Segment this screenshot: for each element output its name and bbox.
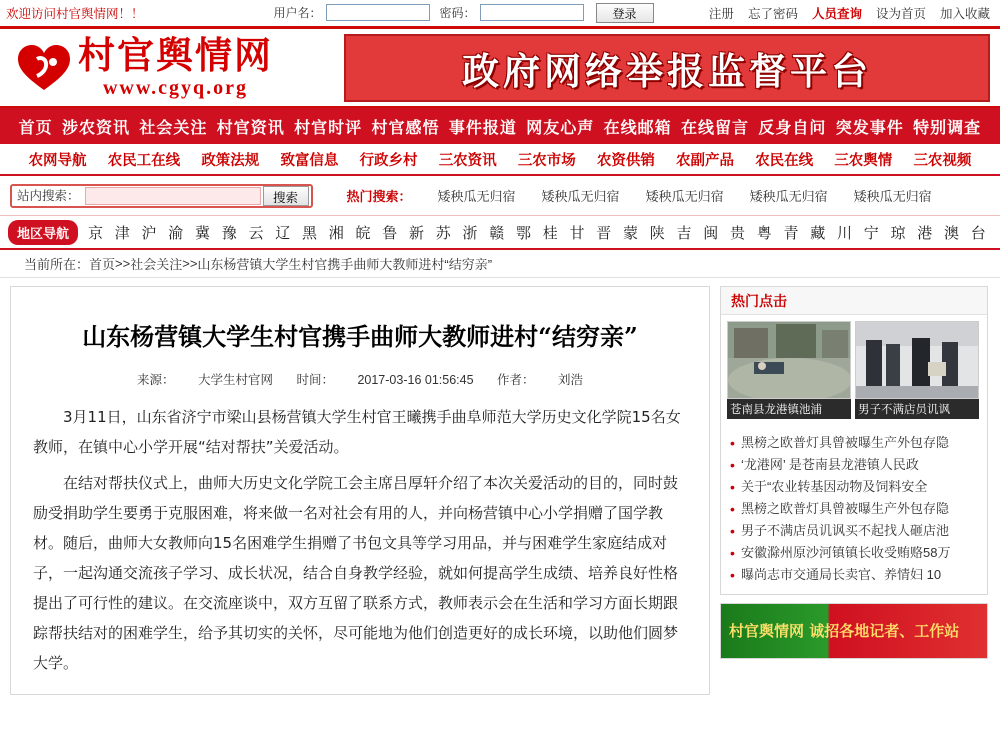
- region-item[interactable]: 浙: [462, 224, 478, 242]
- nav-item-netizen-voice[interactable]: 网友心声: [526, 117, 595, 137]
- subnav-item-agri-guide[interactable]: 农网导航: [28, 152, 87, 169]
- search-box: [10, 184, 313, 208]
- hot-link[interactable]: 关于“农业转基因动物及饲料安全: [741, 479, 928, 494]
- set-homepage-link[interactable]: 设为首页: [875, 6, 926, 21]
- breadcrumb-item-home[interactable]: 首页: [89, 257, 116, 272]
- welcome-text: 欢迎访问村官舆情网！！: [6, 6, 144, 21]
- thumbnail-caption: 男子不满店员讥讽: [855, 399, 979, 419]
- hot-link[interactable]: 黑榜之欧普灯具曾被曝生产外包存隐: [741, 435, 950, 450]
- hot-click-header: [721, 287, 987, 315]
- register-link[interactable]: 注册: [708, 6, 734, 21]
- search-button[interactable]: 搜索: [263, 186, 309, 206]
- nav-item-breaking-events[interactable]: 突发事件: [835, 117, 904, 137]
- nav-item-event-report[interactable]: 事件报道: [448, 117, 517, 137]
- region-item[interactable]: 黑: [302, 224, 318, 242]
- top-utility-bar: [0, 0, 1000, 26]
- secondary-nav: [0, 144, 1000, 176]
- region-item[interactable]: 藏: [810, 224, 826, 242]
- search-input[interactable]: [85, 187, 261, 205]
- region-item[interactable]: 晋: [596, 224, 612, 242]
- region-item[interactable]: 吉: [676, 224, 692, 242]
- password-label: 密码：: [439, 6, 476, 20]
- region-item[interactable]: 台: [970, 224, 986, 242]
- password-input[interactable]: [480, 4, 584, 21]
- hot-search-label: 热门搜索：: [346, 189, 412, 204]
- region-item[interactable]: 京: [88, 224, 104, 242]
- article-meta: [33, 370, 687, 388]
- banner-slogan-box: [344, 34, 990, 102]
- nav-item-online-message[interactable]: 在线留言: [681, 117, 750, 137]
- region-item[interactable]: 贵: [730, 224, 746, 242]
- hot-link-list: [721, 425, 987, 594]
- region-item[interactable]: 豫: [221, 224, 237, 242]
- search-bar: [0, 176, 1000, 216]
- hot-search-item[interactable]: 矮秧瓜无归宿: [541, 189, 620, 204]
- subnav-item-sannong-opinion[interactable]: 三农舆情: [834, 152, 893, 169]
- region-item[interactable]: 港: [917, 224, 933, 242]
- hot-link[interactable]: 男子不满店员讥讽买不起找人砸店池: [741, 523, 950, 538]
- logo-url: www.cgyq.org: [102, 77, 249, 99]
- add-favorite-link[interactable]: 加入收藏: [939, 6, 990, 21]
- region-item[interactable]: 甘: [569, 224, 585, 242]
- region-item[interactable]: 冀: [195, 224, 211, 242]
- region-item[interactable]: 湘: [328, 224, 344, 242]
- list-item[interactable]: [729, 520, 979, 542]
- subnav-item-sannong-market[interactable]: 三农市场: [517, 152, 576, 169]
- top-links: [709, 4, 994, 22]
- nav-item-cadre-news[interactable]: 村官资讯: [216, 117, 285, 137]
- region-item[interactable]: 苏: [435, 224, 451, 242]
- hot-link[interactable]: 曝尚志市交通局长卖官、养情妇 10: [741, 567, 942, 582]
- region-item[interactable]: 沪: [141, 224, 157, 242]
- banner-slogan: 政府网络举报监督平台: [462, 48, 872, 93]
- thumbnail-item[interactable]: [727, 321, 851, 419]
- region-item[interactable]: 川: [837, 224, 853, 242]
- nav-item-self-reflection[interactable]: 反身自问: [758, 117, 827, 137]
- heart-icon: [16, 43, 72, 93]
- hot-search-item[interactable]: 矮秧瓜无归宿: [853, 189, 932, 204]
- breadcrumb-item-current: 山东杨营镇大学生村官携手曲师大教师进村“结穷亲”: [197, 257, 493, 272]
- list-item[interactable]: [729, 498, 979, 520]
- site-logo[interactable]: [0, 33, 344, 99]
- region-item[interactable]: 云: [248, 224, 264, 242]
- subnav-item-farmers-online[interactable]: 农民在线: [755, 152, 814, 169]
- username-input[interactable]: [326, 4, 430, 21]
- username-label: 用户名：: [273, 6, 322, 20]
- region-nav-badge: 地区导航: [8, 220, 78, 245]
- region-item[interactable]: 青: [783, 224, 799, 242]
- region-item[interactable]: 辽: [275, 224, 291, 242]
- nav-item-special-survey[interactable]: 特别调查: [913, 117, 982, 137]
- nav-item-agri-news[interactable]: 涉农资讯: [62, 117, 131, 137]
- sidebar-ad-banner[interactable]: [720, 603, 988, 659]
- region-item[interactable]: 赣: [489, 224, 505, 242]
- breadcrumb-prefix: 当前所在：: [24, 257, 90, 272]
- hot-link[interactable]: ‘龙港网’ 是苍南县龙港镇人民政: [741, 457, 919, 472]
- site-banner: [0, 26, 1000, 108]
- nav-item-cadre-review[interactable]: 村官时评: [294, 117, 363, 137]
- region-item[interactable]: 蒙: [623, 224, 639, 242]
- subnav-item-agri-supply[interactable]: 农资供销: [596, 152, 655, 169]
- hot-click-panel: [720, 286, 988, 595]
- nav-item-online-mailbox[interactable]: 在线邮箱: [603, 117, 672, 137]
- article-source-label: 来源：: [136, 373, 175, 387]
- subnav-item-agri-products[interactable]: 农副产品: [676, 152, 735, 169]
- subnav-item-wealth-info[interactable]: 致富信息: [280, 152, 339, 169]
- article-author-label: 作者：: [497, 373, 535, 387]
- main-content: [0, 278, 1000, 695]
- region-item[interactable]: 皖: [355, 224, 371, 242]
- region-item[interactable]: 鲁: [382, 224, 398, 242]
- thumbnail-caption: 苍南县龙港镇池浦: [727, 399, 851, 419]
- region-item[interactable]: 津: [114, 224, 130, 242]
- article-body: [33, 402, 687, 678]
- article-time-value: 2017-03-16 01:56:45: [357, 373, 474, 387]
- personnel-query-link[interactable]: 人员查询: [811, 6, 862, 21]
- login-button[interactable]: 登录: [596, 3, 654, 23]
- sidebar-ad-text: 村官舆情网 诚招各地记者、工作站: [729, 622, 960, 640]
- region-item[interactable]: 粤: [756, 224, 772, 242]
- hot-link[interactable]: 黑榜之欧普灯具曾被曝生产外包存隐: [741, 501, 950, 516]
- breadcrumb-separator: >>: [182, 256, 198, 271]
- subnav-item-sannong-news[interactable]: 三农资讯: [438, 152, 497, 169]
- region-item[interactable]: 鄂: [516, 224, 532, 242]
- list-item[interactable]: [729, 542, 979, 564]
- article-author-value: 刘浩: [558, 373, 584, 387]
- subnav-item-sannong-video[interactable]: 三农视频: [913, 152, 972, 169]
- breadcrumb-separator: >>: [115, 256, 131, 271]
- region-item[interactable]: 陕: [649, 224, 665, 242]
- search-label: 站内搜索：: [17, 188, 80, 203]
- article-panel: [10, 286, 710, 695]
- forgot-password-link[interactable]: 忘了密码: [747, 6, 798, 21]
- subnav-item-policy[interactable]: 政策法规: [201, 152, 260, 169]
- list-item[interactable]: [729, 432, 979, 454]
- nav-item-home[interactable]: 首页: [18, 117, 53, 137]
- thumbnail-image-flood: [727, 321, 851, 399]
- article-source-value: 大学生村官网: [197, 373, 273, 387]
- hot-click-title: 热门点击: [731, 292, 787, 309]
- breadcrumb: [0, 250, 1000, 278]
- article-paragraph: 在结对帮扶仪式上，曲师大历史文化学院工会主席吕厚轩介绍了本次关爱活动的目的，同时鼓励受捐助学生要勇于克服困难，将来做一名对社会有用的人，并向杨营镇中心小学捐赠了国学教材。随后，曲师大女教师向15名困难学生捐赠了书包文具等学习用品，并与困难学生家庭结成对子，一起沟通交流孩子学习、成长状况，结合自身教学经验，就如何提高学生成绩、培养良好性格提出了可行性的建议。在交流座谈中，双方互留了联系方式，教师表示会在生活和学习方面长期跟踪帮扶结对的困难学生，给予其切实的关怀，尽可能地为他们创造更好的成长环境，以助他们圆梦大学。: [33, 474, 679, 672]
- hot-search-item[interactable]: 矮秧瓜无归宿: [645, 189, 724, 204]
- region-item[interactable]: 澳: [944, 224, 960, 242]
- primary-nav: [0, 108, 1000, 144]
- thumbnail-item[interactable]: [855, 321, 979, 419]
- region-nav: [0, 216, 1000, 250]
- article-paragraph: 3月11日，山东省济宁市梁山县杨营镇大学生村官王曦携手曲阜师范大学历史文化学院15名女教师，在镇中心小学开展“结对帮扶”关爱活动。: [33, 408, 681, 456]
- thumbnail-image-store: [855, 321, 979, 399]
- region-item[interactable]: 宁: [863, 224, 879, 242]
- list-item[interactable]: [729, 454, 979, 476]
- region-item[interactable]: 琼: [890, 224, 906, 242]
- region-item[interactable]: 渝: [168, 224, 184, 242]
- hot-thumbnails: [721, 315, 987, 425]
- region-item[interactable]: 闽: [703, 224, 719, 242]
- subnav-item-admin-village[interactable]: 行政乡村: [359, 152, 418, 169]
- hot-search-item[interactable]: 矮秧瓜无归宿: [749, 189, 828, 204]
- subnav-item-migrant-online[interactable]: 农民工在线: [107, 152, 181, 169]
- region-item[interactable]: 新: [409, 224, 425, 242]
- article-title: 山东杨营镇大学生村官携手曲师大教师进村“结穷亲”: [82, 322, 638, 351]
- article-time-label: 时间：: [296, 373, 334, 387]
- nav-item-social-focus[interactable]: 社会关注: [139, 117, 208, 137]
- hot-search-item[interactable]: 矮秧瓜无归宿: [437, 189, 516, 204]
- hot-link[interactable]: 安徽滁州原沙河镇镇长收受贿赂58万: [741, 545, 951, 560]
- nav-item-cadre-thoughts[interactable]: 村官感悟: [371, 117, 440, 137]
- sidebar: [720, 286, 988, 695]
- breadcrumb-item-category[interactable]: 社会关注: [130, 257, 183, 272]
- region-links: [88, 222, 992, 243]
- list-item[interactable]: [729, 564, 979, 586]
- hot-search: [347, 186, 932, 205]
- logo-title: 村官舆情网: [78, 33, 273, 77]
- list-item[interactable]: [729, 476, 979, 498]
- region-item[interactable]: 桂: [542, 224, 558, 242]
